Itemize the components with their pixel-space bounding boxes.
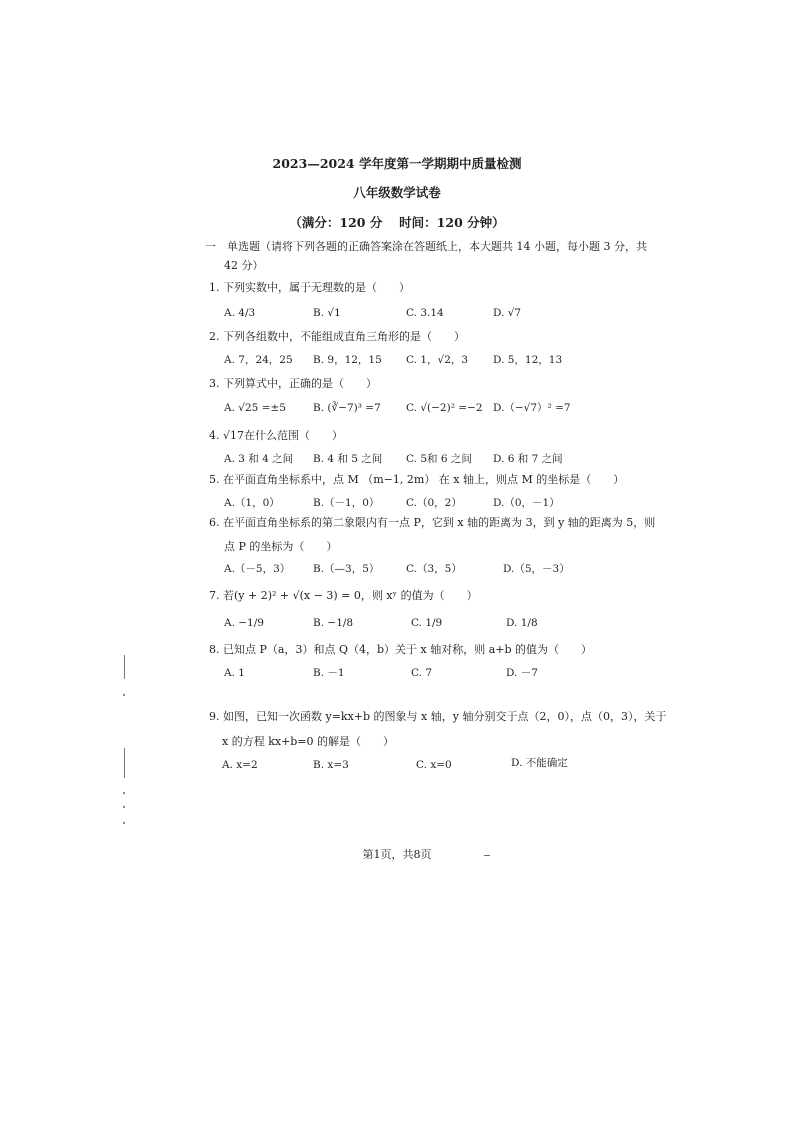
question-1-option-b: B. √1 xyxy=(313,307,341,319)
question-3-option-c: C. √(−2)² =−2 xyxy=(406,402,483,414)
question-8-option-b: B. －1 xyxy=(313,667,345,679)
question-6-option-c: C.（3，5） xyxy=(406,563,462,575)
question-6-stem-cont: 点 P 的坐标为（ ） xyxy=(224,540,338,553)
question-8-option-c: C. 7 xyxy=(411,667,433,679)
question-3-option-d: D.（−√7）² =7 xyxy=(493,402,571,414)
question-7-stem: 7. 若(y + 2)² + √(x − 3) = 0，则 xʸ 的值为（ ） xyxy=(209,589,478,602)
question-2-option-a: A. 7，24，25 xyxy=(224,354,293,366)
exam-title: 2023—2024 学年度第一学期期中质量检测 xyxy=(272,156,522,171)
question-2-stem: 2. 下列各组数中，不能组成直角三角形的是（ ） xyxy=(209,330,465,343)
question-1-option-d: D. √7 xyxy=(493,307,522,319)
question-1-stem: 1. 下列实数中，属于无理数的是（ ） xyxy=(209,281,410,294)
question-6-stem: 6. 在平面直角坐标系的第二象限内有一点 P，它到 x 轴的距离为 3，到 y 轴的距离为 5，则 xyxy=(209,516,656,529)
score-info: （满分：120 分 时间：120 分钟） xyxy=(289,215,505,230)
question-5-stem: 5. 在平面直角坐标系中，点 M （m−1, 2m） 在 x 轴上，则点 M 的坐标是（ ） xyxy=(209,473,625,486)
question-7-option-a: A. −1/9 xyxy=(224,617,264,629)
scan-mark xyxy=(124,655,125,679)
scan-dot xyxy=(123,822,125,824)
question-2-option-d: D. 5，12，13 xyxy=(493,354,563,366)
question-3-stem: 3. 下列算式中，正确的是（ ） xyxy=(209,377,377,390)
section-heading: 一 单选题（请将下列各题的正确答案涂在答题纸上，本大题共 14 小题，每小题 3 分，共 xyxy=(205,240,647,253)
question-4-option-a: A. 3 和 4 之间 xyxy=(224,453,294,465)
question-9-option-a: A. x=2 xyxy=(222,759,258,771)
scan-dot xyxy=(484,855,490,856)
question-3-option-a: A. √25 =±5 xyxy=(224,402,286,414)
page-number: 第1页，共8页 xyxy=(362,848,432,861)
question-6-option-b: B.（—3，5） xyxy=(313,563,380,575)
question-7-option-b: B. −1/8 xyxy=(313,617,354,629)
question-7-option-d: D. 1/8 xyxy=(506,617,538,629)
question-9-option-b: B. x=3 xyxy=(313,759,349,771)
question-6-option-a: A.（－5，3） xyxy=(224,563,291,575)
question-9-stem: 9. 如图，已知一次函数 y=kx+b 的图象与 x 轴，y 轴分别交于点（2，0），点（0，3），关于 xyxy=(209,710,667,723)
question-5-option-a: A.（1，0） xyxy=(224,497,280,509)
question-5-option-b: B.（－1，0） xyxy=(313,497,380,509)
exam-subtitle: 八年级数学试卷 xyxy=(353,185,441,200)
question-4-option-b: B. 4 和 5 之间 xyxy=(313,453,383,465)
question-2-option-c: C. 1，√2，3 xyxy=(406,354,469,366)
question-1-option-a: A. 4/3 xyxy=(224,307,256,319)
question-9-option-d: D. 不能确定 xyxy=(511,757,568,769)
scan-mark xyxy=(124,748,125,778)
question-5-option-d: D.（0，－1） xyxy=(493,497,560,509)
question-9-stem-cont: x 的方程 kx+b=0 的解是（ ） xyxy=(222,735,395,748)
scan-dot xyxy=(123,792,125,794)
question-8-option-d: D. －7 xyxy=(506,667,538,679)
scan-dot xyxy=(123,694,125,696)
question-6-option-d: D.（5，－3） xyxy=(503,563,570,575)
question-9-option-c: C. x=0 xyxy=(416,759,452,771)
question-4-option-c: C. 5和 6 之间 xyxy=(406,453,472,465)
question-8-option-a: A. 1 xyxy=(224,667,245,679)
section-heading-cont: 42 分） xyxy=(224,259,264,272)
question-4-stem: 4. √17在什么范围（ ） xyxy=(209,429,343,442)
question-2-option-b: B. 9，12，15 xyxy=(313,354,382,366)
question-5-option-c: C.（0，2） xyxy=(406,497,462,509)
question-4-option-d: D. 6 和 7 之间 xyxy=(493,453,563,465)
scan-dot xyxy=(123,806,125,808)
question-1-option-c: C. 3.14 xyxy=(406,307,444,319)
question-3-option-b: B. (∛−7)³ =7 xyxy=(313,402,381,414)
question-7-option-c: C. 1/9 xyxy=(411,617,443,629)
question-8-stem: 8. 已知点 P（a，3）和点 Q（4，b）关于 x 轴对称，则 a+b 的值为（ ） xyxy=(209,643,593,656)
